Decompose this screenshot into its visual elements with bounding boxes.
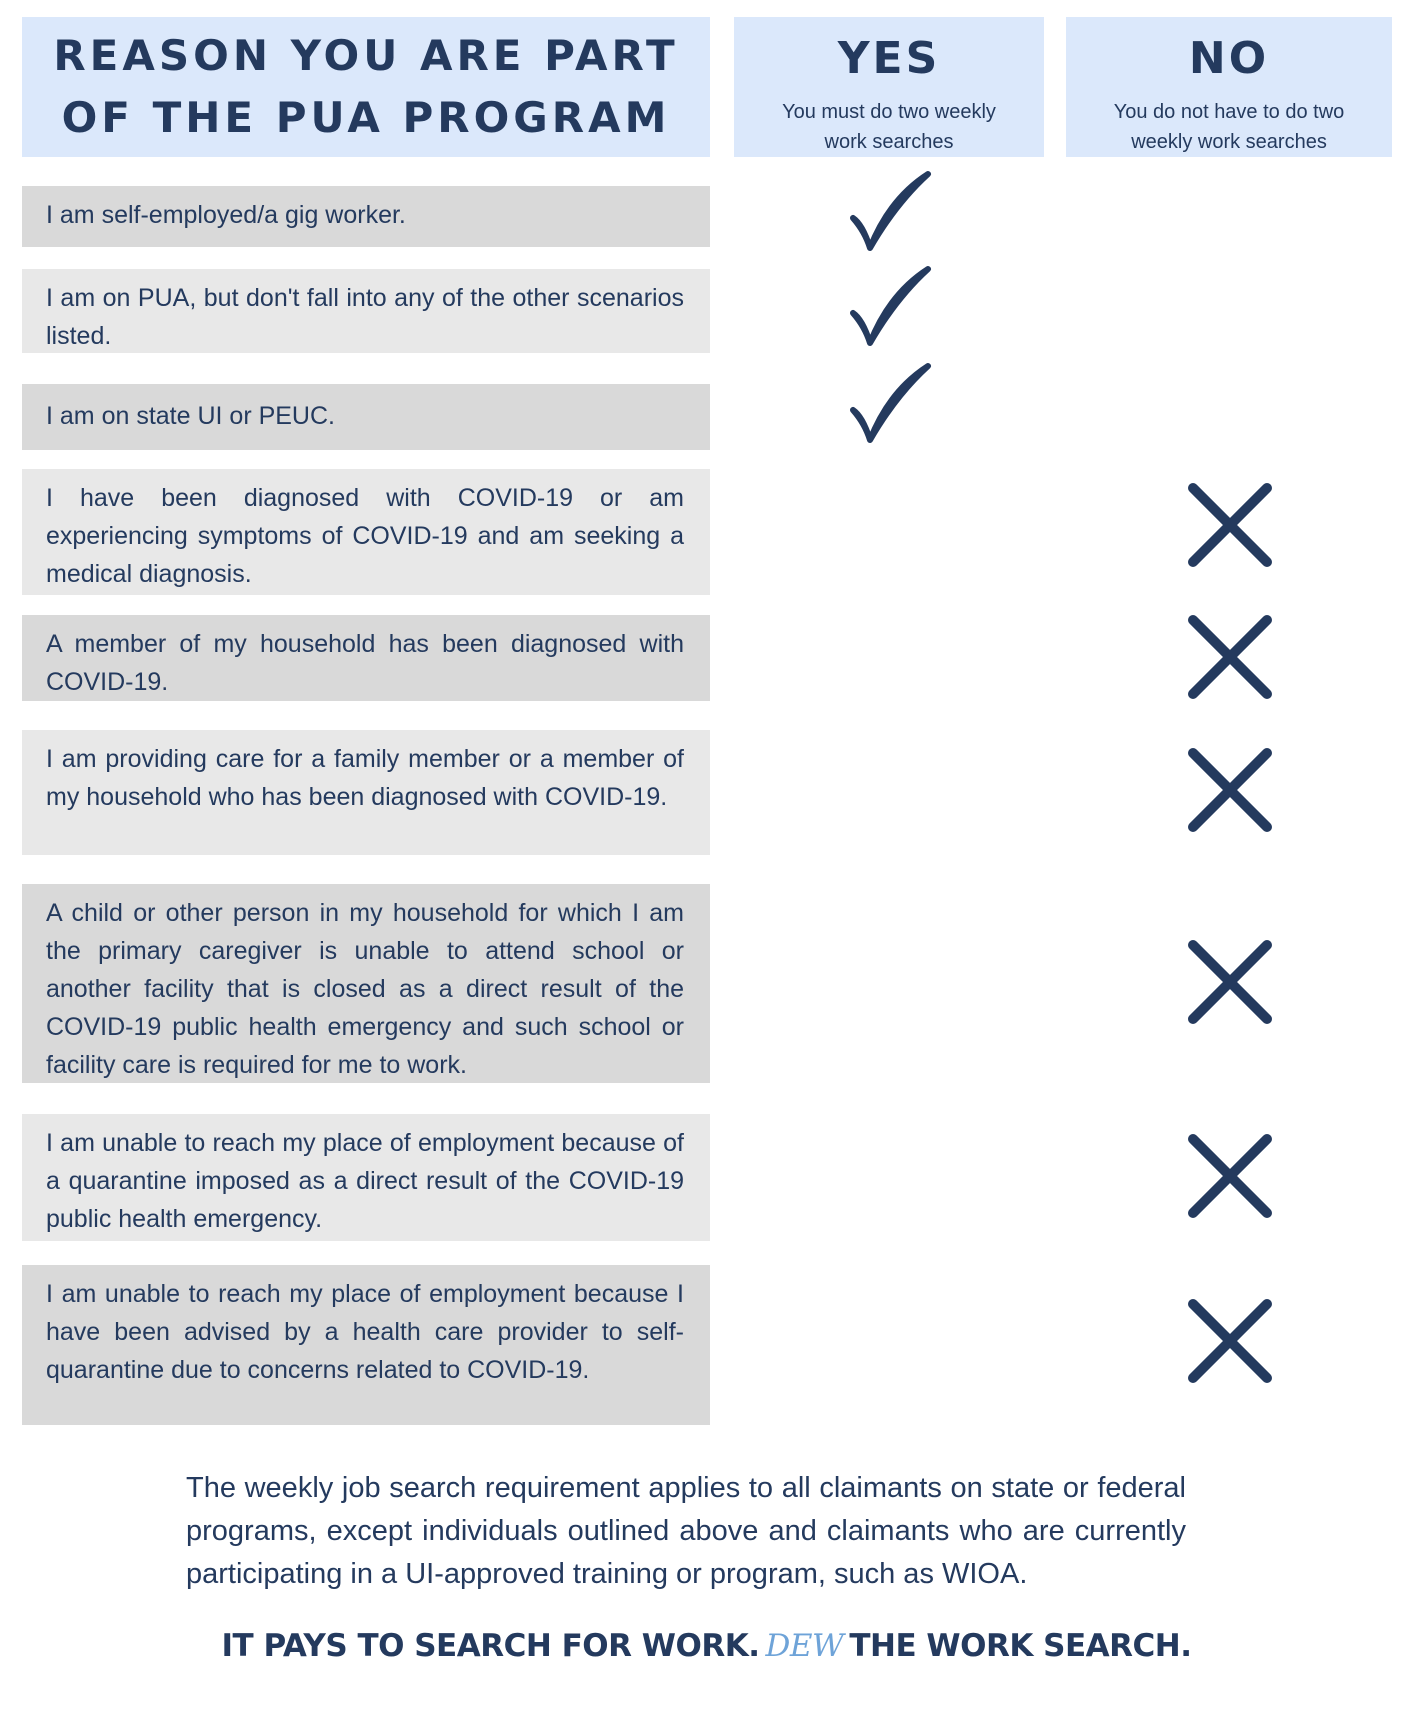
yes-header-subtitle	[734, 97, 1044, 157]
yes-header-title: YES	[837, 33, 941, 84]
x-mark-icon	[1185, 1296, 1275, 1386]
yes-subtitle-line2: work searches	[824, 131, 954, 153]
no-subtitle-line2: weekly work searches	[1131, 131, 1327, 153]
row-reason-text: I am providing care for a family member or a member of my household who has been diagnosed with COVID-19.	[46, 745, 684, 811]
table-row	[22, 469, 710, 595]
reason-header-line1: REASON YOU ARE PART	[53, 31, 679, 80]
row-reason-text: A child or other person in my household for which I am the primary caregiver is unable to attend school or another facility that is closed as a direct result of the COVID-19 public health emergency and such school or facility care is required for me to work.	[46, 899, 684, 1079]
row-reason-text: I am on PUA, but don't fall into any of the other scenarios listed.	[46, 284, 684, 350]
checkmark-icon	[843, 362, 933, 452]
table-row	[22, 730, 710, 855]
slogan-dew: DEW	[765, 1628, 844, 1664]
x-mark-icon	[1185, 480, 1275, 570]
checkmark-icon	[843, 170, 933, 260]
row-reason-text: A member of my household has been diagnosed with COVID-19.	[46, 630, 684, 696]
x-mark-icon	[1185, 1131, 1275, 1221]
slogan-part2: THE WORK SEARCH.	[849, 1628, 1192, 1664]
row-reason-text: I am on state UI or PEUC.	[46, 402, 335, 430]
x-mark-icon	[1185, 937, 1275, 1027]
footnote: The weekly job search requirement applies to all claimants on state or federal programs, except individuals outlined above and claimants who are currently participating in a UI-approved training or program, such as WIOA.	[186, 1472, 1186, 1590]
table-row	[22, 186, 710, 247]
row-reason-text: I have been diagnosed with COVID-19 or am experiencing symptoms of COVID-19 and am seeking a medical diagnosis.	[46, 484, 684, 588]
table-row	[22, 884, 710, 1083]
table-row	[22, 1265, 710, 1425]
no-header	[1066, 17, 1392, 157]
reason-header-title	[53, 25, 678, 149]
checkmark-icon	[843, 265, 933, 355]
row-reason-text: I am unable to reach my place of employment because I have been advised by a health care provider to self-quarantine due to concerns related to COVID-19.	[46, 1280, 684, 1384]
x-mark-icon	[1185, 612, 1275, 702]
x-mark-icon	[1185, 745, 1275, 835]
reason-header-line2: OF THE PUA PROGRAM	[61, 93, 671, 142]
no-header-subtitle	[1066, 97, 1392, 157]
yes-header	[734, 17, 1044, 157]
row-reason-text: I am unable to reach my place of employment because of a quarantine imposed as a direct result of the COVID-19 public health emergency.	[46, 1129, 684, 1233]
no-header-title: NO	[1188, 33, 1270, 84]
table-row	[22, 269, 710, 353]
table-row	[22, 1114, 710, 1241]
row-reason-text: I am self-employed/a gig worker.	[46, 201, 406, 229]
slogan	[0, 1628, 1413, 1664]
table-row	[22, 384, 710, 450]
yes-subtitle-line1: You must do two weekly	[782, 101, 996, 123]
no-subtitle-line1: You do not have to do two	[1113, 101, 1345, 123]
reason-header	[22, 17, 710, 157]
table-row	[22, 615, 710, 701]
slogan-part1: IT PAYS TO SEARCH FOR WORK.	[221, 1628, 760, 1664]
